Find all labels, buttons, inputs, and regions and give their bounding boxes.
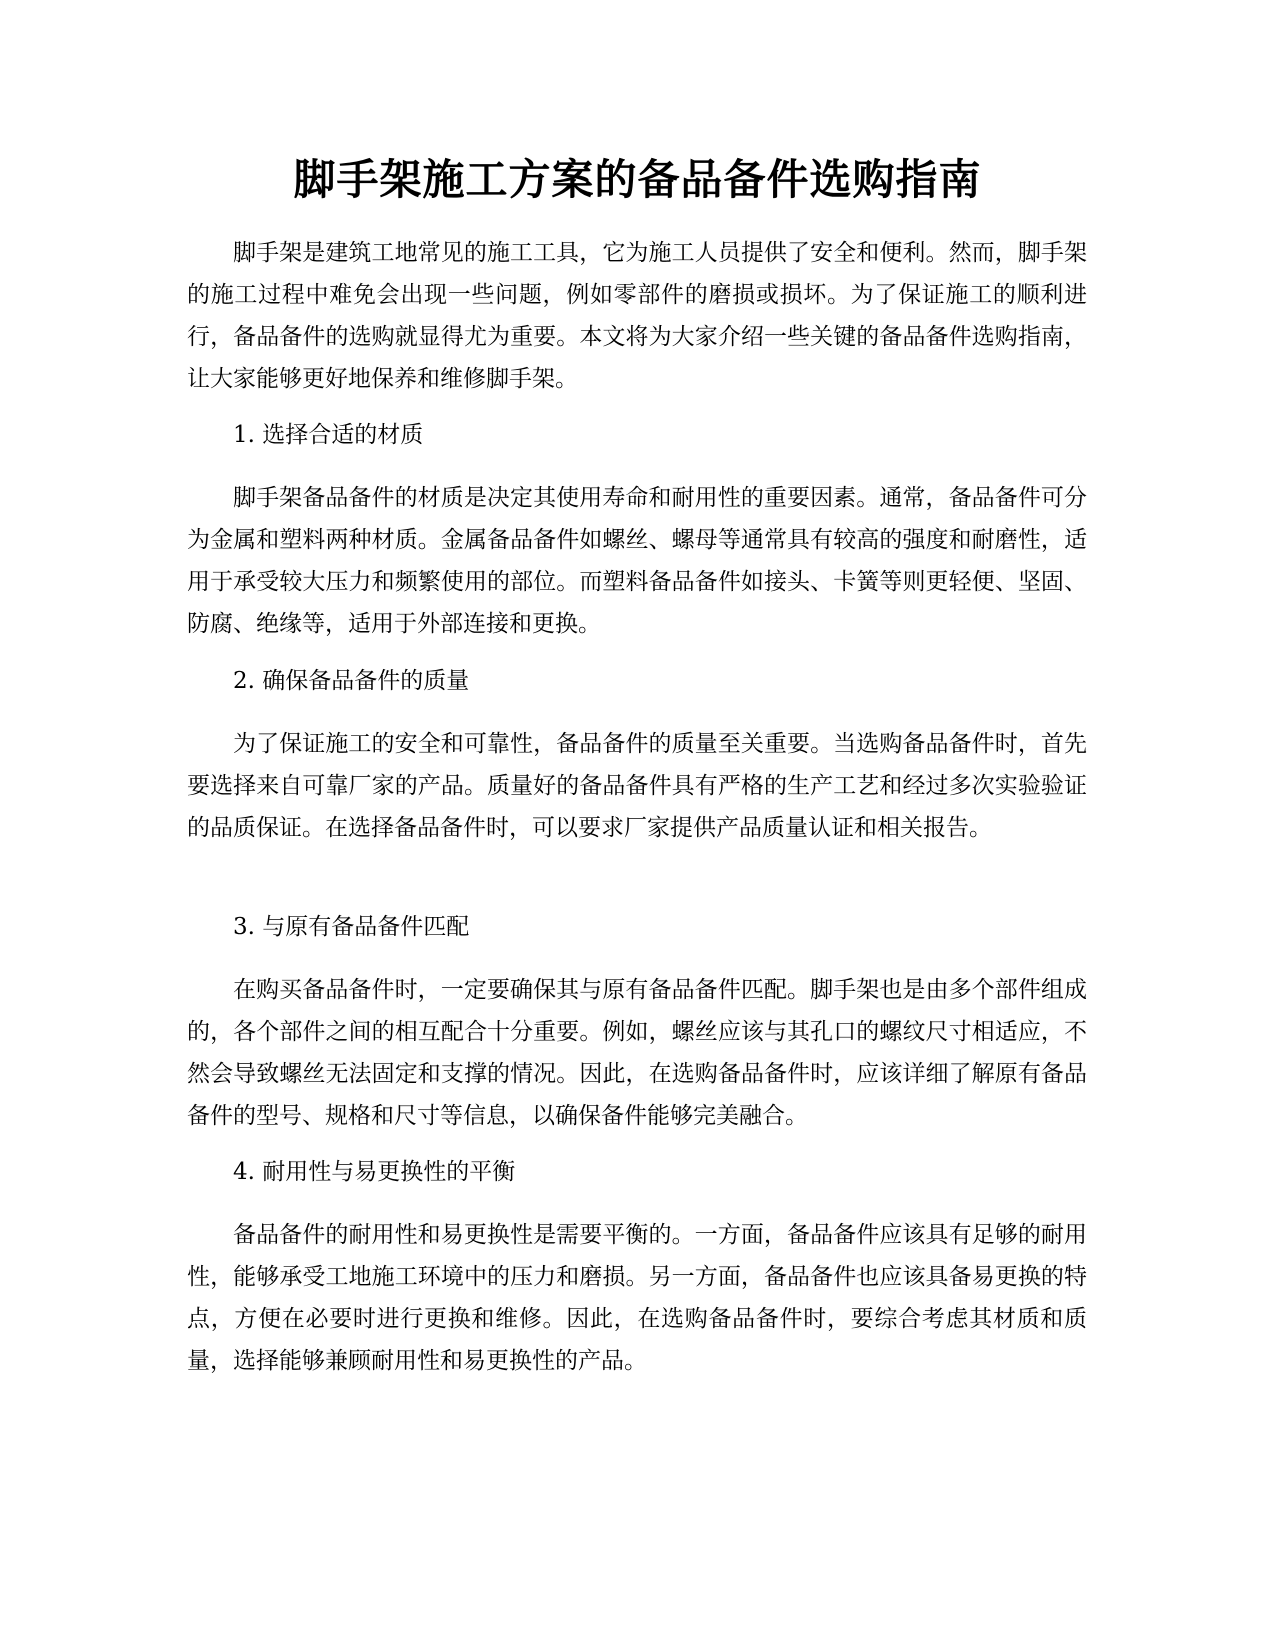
section-4-heading: 4. 耐用性与易更换性的平衡 [233, 1159, 516, 1185]
section-3-heading: 3. 与原有备品备件匹配 [233, 914, 470, 940]
intro-paragraph: 脚手架是建筑工地常见的施工工具，它为施工人员提供了安全和便利。然而，脚手架的施工过程中难免会出现一些问题，例如零部件的磨损或损坏。为了保证施工的顺利进行，备品备件的选购就显得尤为重要。本文将为大家介绍一些关键的备品备件选购指南，让大家能够更好地保养和维修脚手架。 [187, 240, 1087, 392]
document-title: 脚手架施工方案的备品备件选购指南 [293, 155, 982, 204]
section-2-paragraph: 为了保证施工的安全和可靠性，备品备件的质量至关重要。当选购备品备件时，首先要选择来自可靠厂家的产品。质量好的备品备件具有严格的生产工艺和经过多次实验验证的品质保证。在选择备品备件时，可以要求厂家提供产品质量认证和相关报告。 [187, 731, 1087, 841]
section-4-paragraph: 备品备件的耐用性和易更换性是需要平衡的。一方面，备品备件应该具有足够的耐用性，能够承受工地施工环境中的压力和磨损。另一方面，备品备件也应该具备易更换的特点，方便在必要时进行更换和维修。因此，在选购备品备件时，要综合考虑其材质和质量，选择能够兼顾耐用性和易更换性的产品。 [187, 1222, 1087, 1374]
section-1-heading: 1. 选择合适的材质 [233, 422, 424, 448]
section-1-paragraph: 脚手架备品备件的材质是决定其使用寿命和耐用性的重要因素。通常，备品备件可分为金属和塑料两种材质。金属备品备件如螺丝、螺母等通常具有较高的强度和耐磨性，适用于承受较大压力和频繁使用的部位。而塑料备品备件如接头、卡簧等则更轻便、坚固、防腐、绝缘等，适用于外部连接和更换。 [187, 485, 1087, 637]
section-3-paragraph: 在购买备品备件时，一定要确保其与原有备品备件匹配。脚手架也是由多个部件组成的，各个部件之间的相互配合十分重要。例如，螺丝应该与其孔口的螺纹尺寸相适应，不然会导致螺丝无法固定和支撑的情况。因此，在选购备品备件时，应该详细了解原有备品备件的型号、规格和尺寸等信息，以确保备件能够完美融合。 [187, 977, 1087, 1129]
section-2-heading: 2. 确保备品备件的质量 [233, 668, 470, 694]
